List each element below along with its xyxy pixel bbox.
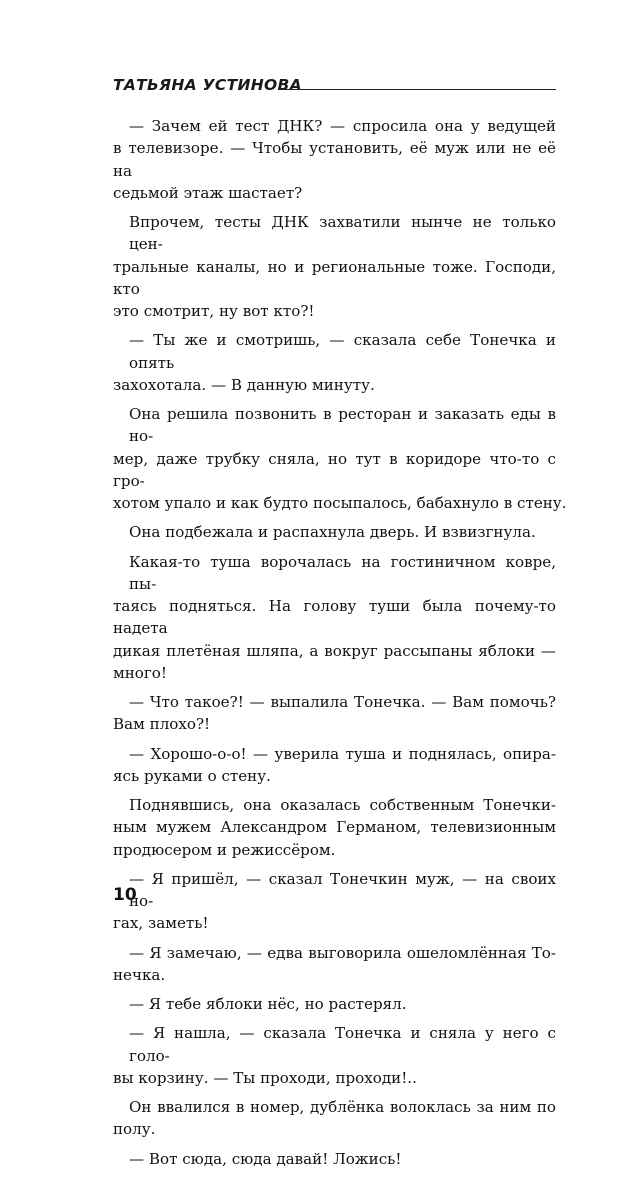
paragraph <box>113 942 556 987</box>
text-line: дикая плетёная шляпа, а вокруг рассыпаны яблоки — <box>113 641 556 660</box>
paragraph <box>113 551 556 685</box>
text-line: — Я пришёл, — сказал Тонечкин муж, — на своих но- <box>129 869 556 910</box>
header-author: ТАТЬЯНА УСТИНОВА <box>113 76 302 94</box>
text-line: Она решила позвонить в ресторан и заказать еды в но- <box>129 405 556 446</box>
text-line: — Вот сюда, сюда давай! Ложись! <box>129 1149 402 1168</box>
paragraph <box>113 691 556 736</box>
text-line: в телевизоре. — Чтобы установить, её муж или не её на <box>113 139 556 180</box>
text-line: — Ты же и смотришь, — сказала себе Тонечка и опять <box>129 331 556 372</box>
text-line: ясь руками о стену. <box>113 766 271 785</box>
text-line: Вам плохо?! <box>113 715 211 734</box>
text-line: Какая-то туша ворочалась на гостиничном ковре, пы- <box>129 552 556 593</box>
text-line: седьмой этаж шастает? <box>113 183 303 202</box>
text-line: Впрочем, тесты ДНК захватили нынче не только цен- <box>129 213 556 254</box>
text-line: вы корзину. — Ты проходи, проходи!.. <box>113 1068 417 1087</box>
text-line: это смотрит, ну вот кто?! <box>113 302 315 320</box>
text-line: — Хорошо-о-о! — уверила туша и поднялась, опира- <box>129 744 556 763</box>
text-line: полу. <box>113 1120 156 1139</box>
text-line: таясь подняться. На голову туши была почему-то надета <box>113 597 556 638</box>
text-line: тральные каналы, но и региональные тоже. Господи, кто <box>113 257 556 298</box>
text-line: гах, заметь! <box>113 914 209 933</box>
header-rule <box>283 89 556 90</box>
paragraph <box>113 211 556 322</box>
paragraph <box>113 743 556 788</box>
text-line: много! <box>113 663 167 682</box>
page-number: 10 <box>113 885 137 905</box>
paragraph <box>113 403 567 514</box>
paragraph <box>113 794 556 861</box>
text-line: ным мужем Александром Германом, телевизионным <box>113 818 556 837</box>
text-line: нечка. <box>113 965 166 984</box>
text-line: продюсером и режиссёром. <box>113 840 336 859</box>
paragraph <box>113 1148 556 1170</box>
text-line: — Зачем ей тест ДНК? — спросила она у ведущей <box>129 117 556 135</box>
text-line: Поднявшись, она оказалась собственным Тонечки- <box>129 796 556 814</box>
text-line: Он ввалился в номер, дублёнка волоклась за ним по <box>129 1098 556 1116</box>
paragraph <box>113 115 556 204</box>
paragraph <box>113 521 556 543</box>
text-line: Она подбежала и распахнула дверь. И взвизгнула. <box>129 523 536 542</box>
text-line: — Я нашла, — сказала Тонечка и сняла у него с голо- <box>129 1024 556 1065</box>
paragraph <box>113 993 556 1015</box>
paragraph <box>113 1022 556 1089</box>
text-line: — Что такое?! — выпалила Тонечка. — Вам помочь? <box>129 693 556 711</box>
text-line: хотом упало и как будто посыпалось, бабахнуло в стену. <box>113 494 567 512</box>
text-line: мер, даже трубку сняла, но тут в коридоре что-то с гро- <box>113 449 556 490</box>
paragraph <box>113 1096 556 1141</box>
paragraph <box>113 868 556 935</box>
body-text <box>113 115 567 1177</box>
text-line: — Я тебе яблоки нёс, но растерял. <box>129 995 407 1013</box>
running-header <box>113 75 556 99</box>
text-line: захохотала. — В данную минуту. <box>113 375 375 394</box>
text-line: — Я замечаю, — едва выговорила ошеломлённая То- <box>129 943 556 962</box>
paragraph <box>113 329 556 396</box>
